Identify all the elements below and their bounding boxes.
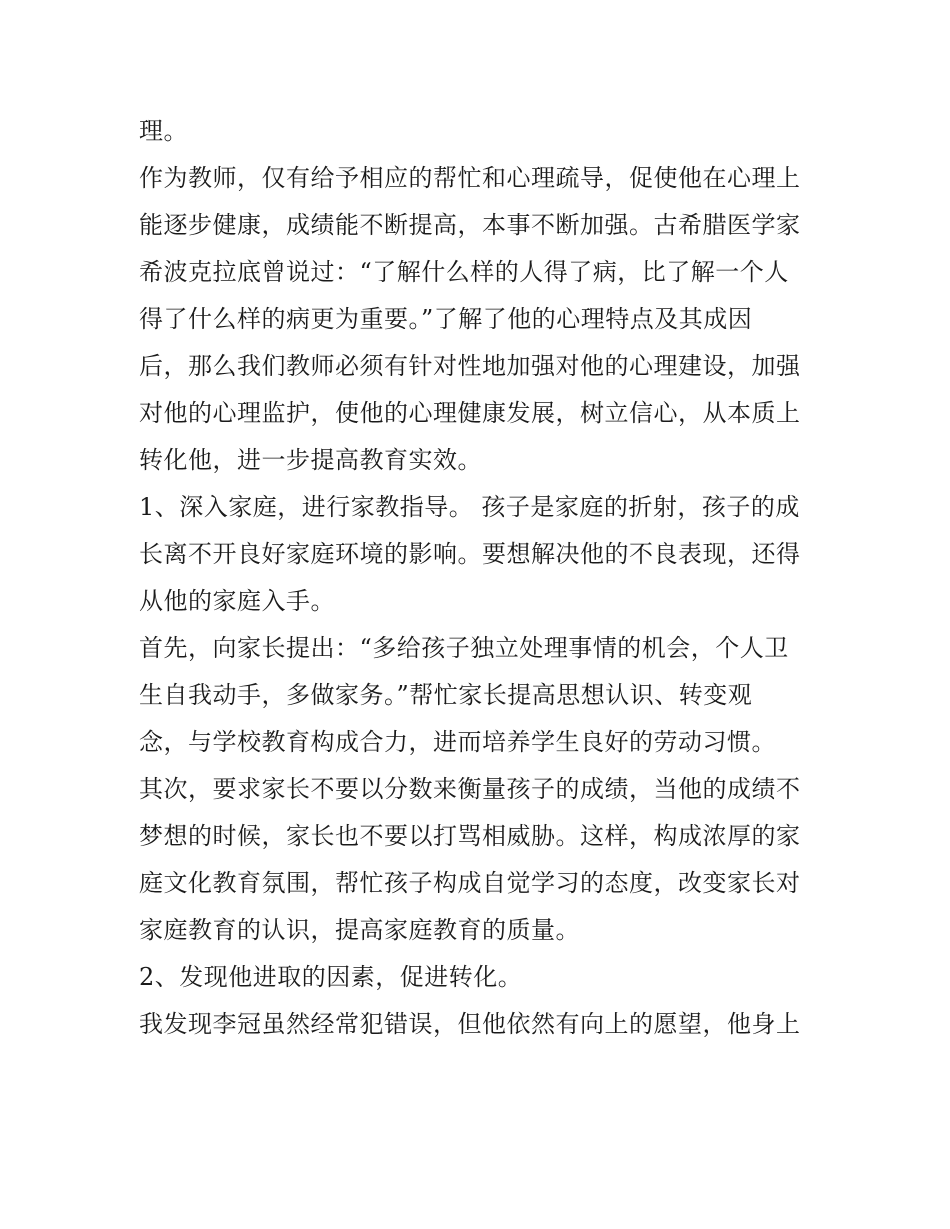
text-line: 我发现李冠虽然经常犯错误，但他依然有向上的愿望，他身上 <box>139 1010 801 1038</box>
text-line: 得了什么样的病更为重要。”了解了他的心理特点及其成因 <box>139 305 753 333</box>
text-line: 梦想的时候，家长也不要以打骂相威胁。这样，构成浓厚的家 <box>139 822 801 850</box>
text-line: 从他的家庭入手。 <box>139 587 335 615</box>
text-line: 理。 <box>139 117 188 145</box>
text-line: 对他的心理监护，使他的心理健康发展，树立信心，从本质上 <box>139 399 801 427</box>
text-line: 希波克拉底曾说过：“了解什么样的人得了病，比了解一个人 <box>139 258 789 286</box>
document-body <box>139 108 819 1048</box>
text-line: 庭文化教育氛围，帮忙孩子构成自觉学习的态度，改变家长对 <box>139 869 801 897</box>
text-line: 后，那么我们教师必须有针对性地加强对他的心理建设，加强 <box>139 352 801 380</box>
section-heading-line: 2、发现他进取的因素，促进转化。 <box>139 963 523 991</box>
text-line: 生自我动手，多做家务。”帮忙家长提高思想认识、转变观 <box>139 681 753 709</box>
text-line: 转化他，进一步提高教育实效。 <box>139 446 482 474</box>
text-line: 其次，要求家长不要以分数来衡量孩子的成绩，当他的成绩不 <box>139 775 801 803</box>
text-line: 长离不开良好家庭环境的影响。要想解决他的不良表现，还得 <box>139 540 801 568</box>
text-line: 家庭教育的认识，提高家庭教育的质量。 <box>139 916 580 944</box>
text-line: 能逐步健康，成绩能不断提高，本事不断加强。古希腊医学家 <box>139 211 801 239</box>
section-heading-line: 1、深入家庭，进行家教指导。 孩子是家庭的折射，孩子的成 <box>139 493 800 521</box>
text-line: 作为教师，仅有给予相应的帮忙和心理疏导，促使他在心理上 <box>139 164 801 192</box>
text-line: 念，与学校教育构成合力，进而培养学生良好的劳动习惯。 <box>139 728 776 756</box>
text-line: 首先，向家长提出：“多给孩子独立处理事情的机会，个人卫 <box>139 634 789 662</box>
